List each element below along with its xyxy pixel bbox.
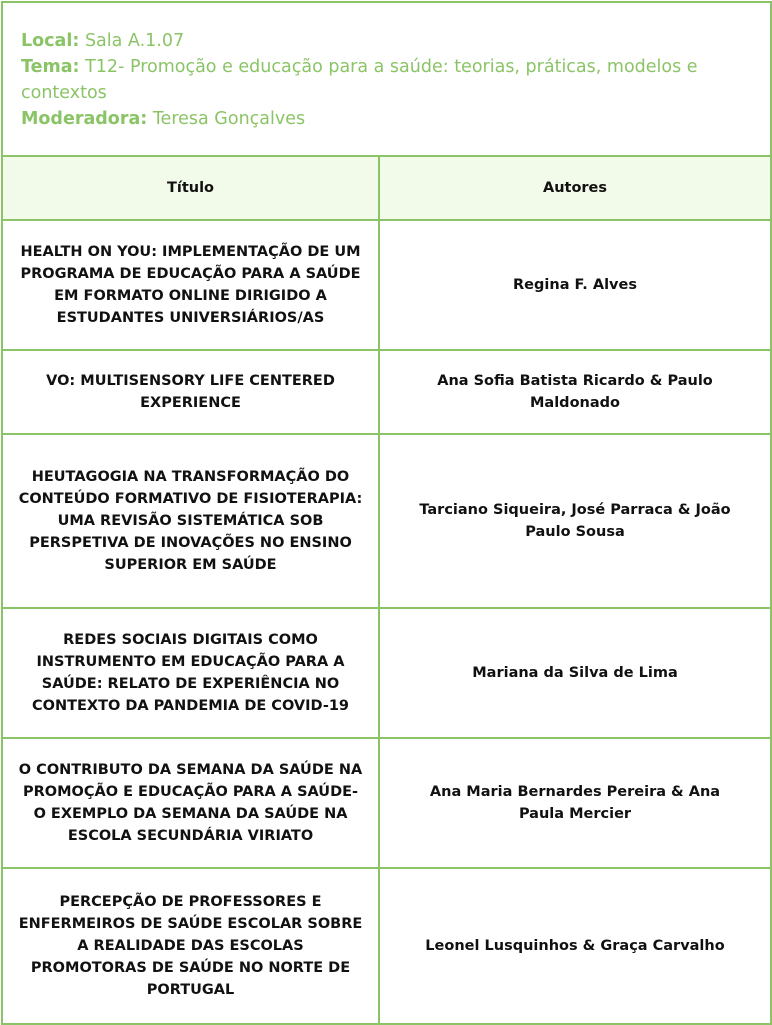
- title-cell: [3, 739, 380, 867]
- presentation-authors: Ana Sofia Batista Ricardo & Paulo Maldonado: [437, 373, 713, 411]
- title-cell: [3, 221, 380, 349]
- tema-label: Tema:: [21, 57, 80, 77]
- presentation-title: PERCEPÇÃO DE PROFESSORES E ENFERMEIROS DE SAÚDE ESCOLAR SOBRE A REALIDADE DAS ESCOLAS PROMOTORAS DE SAÚDE NO NORTE DE PORTUGAL: [18, 894, 363, 998]
- title-cell: [3, 351, 380, 433]
- moderadora-label: Moderadora:: [21, 109, 148, 129]
- moderadora-line: [21, 106, 752, 132]
- presentation-title: VO: MULTISENSORY LIFE CENTERED EXPERIENCE: [46, 373, 335, 411]
- local-label: Local:: [21, 31, 80, 51]
- local-line: [21, 28, 752, 54]
- presentation-title: HEUTAGOGIA NA TRANSFORMAÇÃO DO CONTEÚDO FORMATIVO DE FISIOTERAPIA: UMA REVISÃO SISTEMÁTICA SOB PERSPETIVA DE INOVAÇÕES NO ENSINO SUPERIOR EM SAÚDE: [18, 469, 363, 573]
- authors-cell: [380, 609, 770, 737]
- authors-cell: [380, 435, 770, 607]
- table-header-row: [3, 157, 770, 221]
- moderadora-value: Teresa Gonçalves: [152, 109, 306, 129]
- table-row: [3, 739, 770, 869]
- presentation-title: HEALTH ON YOU: IMPLEMENTAÇÃO DE UM PROGRAMA DE EDUCAÇÃO PARA A SAÚDE EM FORMATO ONLINE DIRIGIDO A ESTUDANTES UNIVERSIÁRIOS/AS: [20, 244, 361, 326]
- session-info: [3, 3, 770, 157]
- local-value: Sala A.1.07: [84, 31, 185, 51]
- header-authors: [380, 157, 770, 219]
- title-cell: [3, 609, 380, 737]
- presentation-title: REDES SOCIAIS DIGITAIS COMO INSTRUMENTO EM EDUCAÇÃO PARA A SAÚDE: RELATO DE EXPERIÊNCIA NO CONTEXTO DA PANDEMIA DE COVID-19: [31, 632, 350, 714]
- header-title: [3, 157, 380, 219]
- presentation-authors: Tarciano Siqueira, José Parraca & João Paulo Sousa: [419, 502, 731, 540]
- session-card: [1, 1, 772, 1025]
- tema-line: [21, 54, 752, 106]
- table-row: [3, 869, 770, 1023]
- header-title-label: Título: [166, 180, 215, 196]
- presentation-authors: Ana Maria Bernardes Pereira & Ana Paula Mercier: [429, 784, 721, 822]
- header-authors-label: Autores: [542, 180, 608, 196]
- title-cell: [3, 435, 380, 607]
- table-row: [3, 609, 770, 739]
- presentation-authors: Mariana da Silva de Lima: [472, 665, 678, 681]
- title-cell: [3, 869, 380, 1023]
- presentation-authors: Leonel Lusquinhos & Graça Carvalho: [425, 938, 725, 954]
- authors-cell: [380, 221, 770, 349]
- presentation-title: O CONTRIBUTO DA SEMANA DA SAÚDE NA PROMOÇÃO E EDUCAÇÃO PARA A SAÚDE- O EXEMPLO DA SEMANA DA SAÚDE NA ESCOLA SECUNDÁRIA VIRIATO: [18, 762, 363, 844]
- authors-cell: [380, 869, 770, 1023]
- authors-cell: [380, 351, 770, 433]
- table-row: [3, 221, 770, 351]
- tema-value: T12- Promoção e educação para a saúde: teorias, práticas, modelos e contextos: [21, 57, 698, 103]
- authors-cell: [380, 739, 770, 867]
- table-row: [3, 435, 770, 609]
- presentation-authors: Regina F. Alves: [513, 277, 637, 293]
- table-row: [3, 351, 770, 435]
